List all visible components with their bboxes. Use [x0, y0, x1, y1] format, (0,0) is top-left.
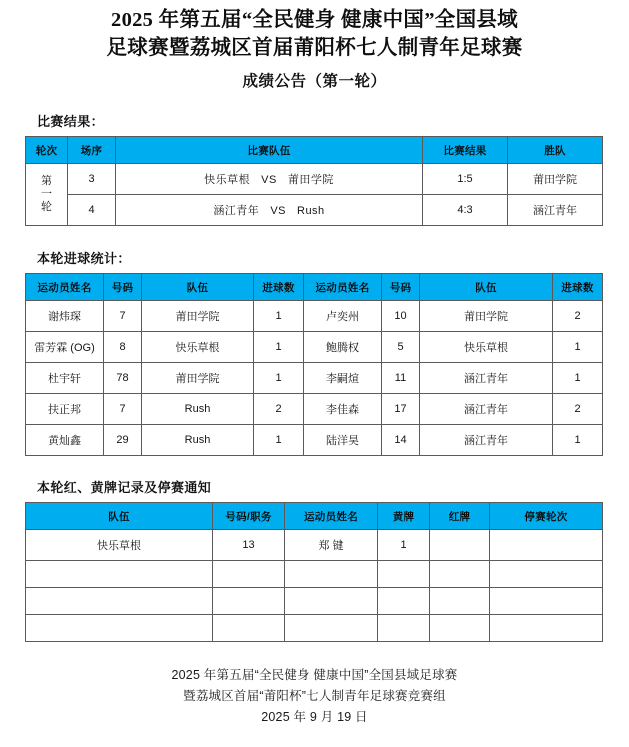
results-col-round: 轮次	[26, 137, 68, 164]
round-char-1: 第	[41, 175, 52, 187]
goals-table-header-row	[26, 274, 603, 301]
team-a: 涵江青年	[213, 205, 260, 217]
goals-name-right: 鲍腾权	[304, 332, 382, 363]
goals-team-left: 快乐草根	[142, 332, 254, 363]
goals-team-right: 涵江青年	[420, 425, 553, 456]
goals-col-name-right: 运动员姓名	[304, 274, 382, 301]
cards-red	[430, 615, 490, 642]
cards-team	[26, 561, 213, 588]
goals-goals-left: 2	[254, 394, 304, 425]
team-a: 快乐草根	[204, 174, 251, 186]
goals-team-left: 莆田学院	[142, 363, 254, 394]
goals-team-right: 莆田学院	[420, 301, 553, 332]
round-char-3: 轮	[41, 201, 52, 213]
cards-suspension	[490, 588, 603, 615]
cards-yellow	[378, 561, 430, 588]
cards-number	[213, 615, 285, 642]
goals-number-left: 78	[104, 363, 142, 394]
goals-goals-right: 1	[553, 332, 603, 363]
goals-goals-left: 1	[254, 301, 304, 332]
cards-col-team: 队伍	[26, 503, 213, 530]
goals-team-left: Rush	[142, 425, 254, 456]
results-section	[25, 111, 602, 226]
goals-team-right: 快乐草根	[420, 332, 553, 363]
cards-name: 郑 键	[285, 530, 378, 561]
goals-name-left: 杜宇轩	[26, 363, 104, 394]
vs-label: VS	[261, 174, 277, 186]
cards-red	[430, 588, 490, 615]
table-row	[26, 588, 603, 615]
goals-col-goals-left: 进球数	[254, 274, 304, 301]
cards-col-yellow: 黄牌	[378, 503, 430, 530]
goals-col-number-left: 号码	[104, 274, 142, 301]
footer-line-3: 2025 年 9 月 19 日	[261, 710, 368, 724]
goals-number-right: 17	[382, 394, 420, 425]
goals-goals-right: 2	[553, 301, 603, 332]
cards-suspension	[490, 615, 603, 642]
cards-name	[285, 588, 378, 615]
cards-yellow	[378, 588, 430, 615]
round-char-2: 一	[41, 188, 52, 200]
goals-col-name-left: 运动员姓名	[26, 274, 104, 301]
cards-number: 13	[213, 530, 285, 561]
cards-section	[25, 477, 602, 642]
goals-team-left: 莆田学院	[142, 301, 254, 332]
results-order: 4	[68, 195, 116, 226]
results-col-order: 场序	[68, 137, 116, 164]
footer-block	[0, 665, 629, 728]
goals-name-left: 黄灿鑫	[26, 425, 104, 456]
cards-table	[25, 502, 603, 642]
results-teams	[116, 164, 423, 195]
goals-number-left: 8	[104, 332, 142, 363]
table-row	[26, 164, 603, 195]
cards-red	[430, 530, 490, 561]
vs-label: VS	[270, 205, 286, 217]
goals-col-team-right: 队伍	[420, 274, 553, 301]
page-title-line-1: 2025 年第五届“全民健身 健康中国”全国县域	[111, 9, 518, 31]
table-row	[26, 332, 603, 363]
cards-team	[26, 615, 213, 642]
goals-number-right: 10	[382, 301, 420, 332]
goals-name-right: 陆洋昊	[304, 425, 382, 456]
results-score: 1:5	[423, 164, 508, 195]
table-row	[26, 561, 603, 588]
goals-number-right: 5	[382, 332, 420, 363]
cards-team	[26, 588, 213, 615]
results-section-label: 比赛结果：	[37, 114, 105, 129]
goals-col-goals-right: 进球数	[553, 274, 603, 301]
goals-name-right: 卢奕州	[304, 301, 382, 332]
goals-number-left: 7	[104, 301, 142, 332]
cards-name	[285, 561, 378, 588]
results-round-cell	[26, 164, 68, 226]
goals-name-left: 雷芳霖 (OG)	[26, 332, 104, 363]
goals-goals-left: 1	[254, 425, 304, 456]
results-order: 3	[68, 164, 116, 195]
results-winner: 莆田学院	[508, 164, 603, 195]
cards-suspension	[490, 561, 603, 588]
cards-yellow: 1	[378, 530, 430, 561]
page-title	[35, 6, 595, 62]
goals-goals-left: 1	[254, 332, 304, 363]
cards-col-number: 号码/职务	[213, 503, 285, 530]
cards-section-label: 本轮红、黄牌记录及停赛通知	[37, 480, 212, 495]
cards-col-name: 运动员姓名	[285, 503, 378, 530]
page-subtitle: 成绩公告（第一轮）	[242, 73, 387, 90]
cards-col-suspension: 停赛轮次	[490, 503, 603, 530]
results-table	[25, 136, 603, 226]
results-teams	[116, 195, 423, 226]
table-row	[26, 394, 603, 425]
footer-line-1: 2025 年第五届“全民健身 健康中国”全国县域足球赛	[171, 668, 458, 682]
table-row	[26, 363, 603, 394]
results-table-header-row	[26, 137, 603, 164]
cards-col-red: 红牌	[430, 503, 490, 530]
results-col-winner: 胜队	[508, 137, 603, 164]
goals-col-team-left: 队伍	[142, 274, 254, 301]
results-score: 4:3	[423, 195, 508, 226]
cards-red	[430, 561, 490, 588]
results-winner: 涵江青年	[508, 195, 603, 226]
goals-team-left: Rush	[142, 394, 254, 425]
goals-number-left: 7	[104, 394, 142, 425]
goals-goals-right: 1	[553, 363, 603, 394]
goals-team-right: 涵江青年	[420, 394, 553, 425]
team-b: 莆田学院	[287, 174, 334, 186]
goals-table	[25, 273, 603, 456]
table-row	[26, 425, 603, 456]
cards-name	[285, 615, 378, 642]
cards-table-header-row	[26, 503, 603, 530]
table-row	[26, 530, 603, 561]
team-b: Rush	[297, 205, 325, 217]
goals-goals-left: 1	[254, 363, 304, 394]
cards-yellow	[378, 615, 430, 642]
goals-section-label: 本轮进球统计：	[37, 251, 131, 266]
goals-name-right: 李嗣煊	[304, 363, 382, 394]
table-row	[26, 195, 603, 226]
footer-line-2: 暨荔城区首届“莆阳杯”七人制青年足球赛竞赛组	[183, 689, 446, 703]
results-col-teams: 比赛队伍	[116, 137, 423, 164]
results-col-score: 比赛结果	[423, 137, 508, 164]
goals-name-left: 谢炜琛	[26, 301, 104, 332]
cards-number	[213, 588, 285, 615]
goals-name-left: 扶正邦	[26, 394, 104, 425]
goals-goals-right: 1	[553, 425, 603, 456]
page-title-line-2: 足球赛暨荔城区首届莆阳杯七人制青年足球赛	[106, 37, 523, 59]
goals-col-number-right: 号码	[382, 274, 420, 301]
goals-section	[25, 248, 602, 456]
cards-number	[213, 561, 285, 588]
goals-team-right: 涵江青年	[420, 363, 553, 394]
title-block	[0, 0, 629, 92]
cards-suspension	[490, 530, 603, 561]
table-row	[26, 301, 603, 332]
goals-name-right: 李佳森	[304, 394, 382, 425]
goals-number-right: 14	[382, 425, 420, 456]
goals-goals-right: 2	[553, 394, 603, 425]
goals-number-left: 29	[104, 425, 142, 456]
table-row	[26, 615, 603, 642]
cards-team: 快乐草根	[26, 530, 213, 561]
goals-number-right: 11	[382, 363, 420, 394]
